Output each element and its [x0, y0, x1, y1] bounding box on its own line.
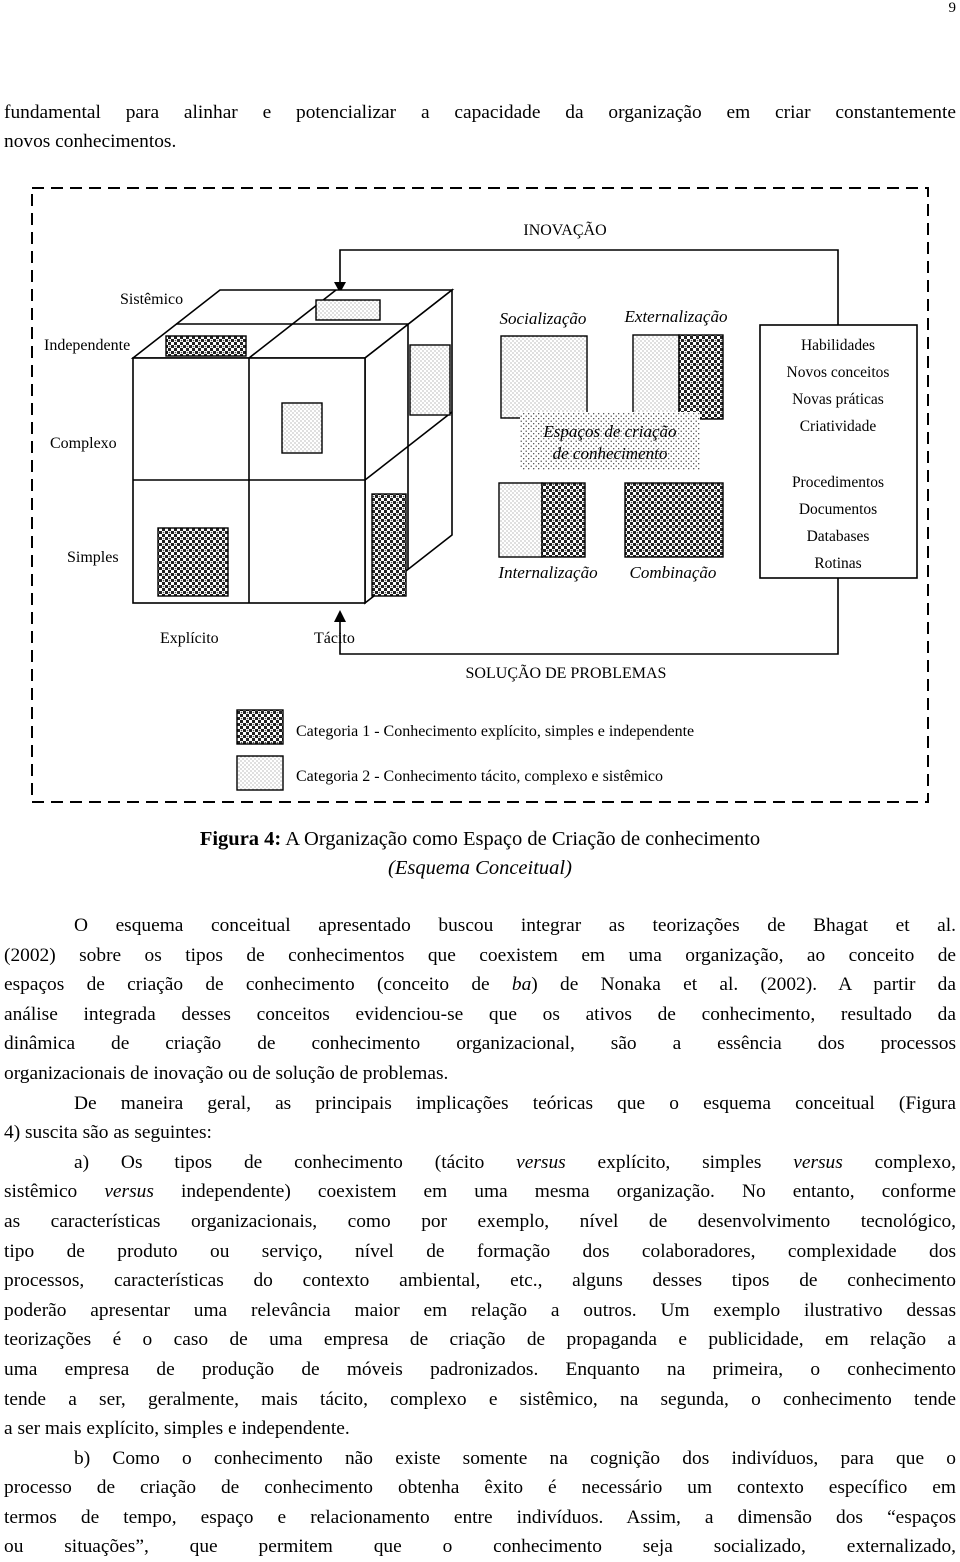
legend-swatch-light	[237, 756, 283, 790]
body-line: 4) suscita são as seguintes:	[4, 1122, 212, 1144]
outcome-item: Novas práticas	[792, 391, 884, 408]
body-line: análise integrada desses conceitos evidenciou-se que os ativos de conhecimento, resultado da	[4, 1003, 956, 1025]
figure-title-solucao: SOLUÇÃO DE PROBLEMAS	[465, 665, 667, 682]
body-line: as características organizacionais, como por exemplo, nível de desenvolvimento tecnológico,	[4, 1210, 956, 1232]
body-line: O esquema conceitual apresentado buscou integrar as teorizações de Bhagat et al.	[74, 915, 956, 936]
body-line: teorizações é o caso de uma empresa de criação de propaganda e publicidade, em relação a	[4, 1329, 956, 1351]
body-line: tipo de produto ou serviço, nível de formação dos colaboradores, complexidade dos	[4, 1240, 956, 1262]
outcome-item: Procedimentos	[791, 474, 885, 491]
outcome-item: Documentos	[798, 501, 878, 518]
body-line: tende a ser, geralmente, mais tácito, complexo e sistêmico, na segunda, o conhecimento tende	[4, 1388, 956, 1410]
body-line: a) Os tipos de conhecimento (tácito versus explícito, simples versus complexo,	[74, 1151, 956, 1173]
label-sistemico: Sistêmico	[120, 291, 184, 308]
figure-title-inovacao: INOVAÇÃO	[523, 222, 607, 239]
label-tacito: Tácito	[314, 630, 355, 647]
outcome-item: Databases	[806, 528, 870, 545]
legend-label: Categoria 1 - Conhecimento explícito, simples e independente	[296, 723, 695, 740]
body-line: uma empresa de produção de móveis padronizados. Enquanto na primeira, o conhecimento	[4, 1358, 956, 1380]
figure-caption-title: A Organização como Espaço de Criação de conhecimento	[281, 828, 761, 850]
legend-label: Categoria 2 - Conhecimento tácito, complexo e sistêmico	[296, 768, 664, 785]
label-combinacao: Combinação	[629, 563, 717, 582]
body-line: dinâmica de criação de conhecimento organizacional, são a essência dos processos	[4, 1033, 956, 1055]
body-line: ou situações”, que permitem que o conhecimento seja socializado, externalizado,	[4, 1536, 956, 1558]
body-line: sistêmico versus independente) coexistem em uma mesma organização. No entanto, conforme	[4, 1181, 956, 1203]
legend	[237, 710, 694, 790]
body-text	[4, 911, 956, 1562]
body-line: (2002) sobre os tipos de conhecimentos que coexistem em uma organização, ao conceito de	[4, 944, 956, 966]
intro-line: novos conhecimentos.	[4, 131, 177, 152]
legend-swatch-dark	[237, 710, 283, 744]
page-number: 9	[948, 0, 956, 16]
body-line: a ser mais explícito, simples e independente.	[4, 1418, 350, 1440]
label-complexo: Complexo	[50, 435, 117, 452]
outcome-item: Rotinas	[814, 555, 862, 572]
label-internalizacao: Internalização	[498, 563, 598, 582]
center-text-line2: de conhecimento	[552, 444, 668, 463]
label-simples: Simples	[67, 549, 119, 566]
figure-caption	[0, 828, 960, 851]
body-line: processo de criação de conhecimento obtenha êxito é necessário um contexto específico em	[4, 1477, 956, 1499]
body-line: processos, características do contexto ambiental, etc., alguns desses tipos de conhecimento	[4, 1270, 956, 1292]
intro-line: fundamental para alinhar e potencializar a capacidade da organização em criar constantemente	[4, 102, 956, 123]
body-line: poderão apresentar uma relevância maior em relação a outros. Um exemplo ilustrativo dessas	[4, 1299, 956, 1321]
label-explicito: Explícito	[160, 630, 219, 647]
outcome-item: Habilidades	[800, 337, 876, 354]
body-line: b) Como o conhecimento não existe somente na cognição dos indivíduos, para que o	[74, 1447, 956, 1469]
label-independente: Independente	[44, 337, 131, 354]
intro-paragraph	[4, 98, 956, 156]
body-line: termos de tempo, espaço e relacionamento entre indivíduos. Assim, a dimensão dos “espaços	[4, 1506, 956, 1528]
label-externalizacao: Externalização	[624, 307, 728, 326]
figure-caption-prefix: Figura 4:	[199, 828, 282, 850]
label-socializacao: Socialização	[499, 309, 587, 328]
body-line: espaços de criação de conhecimento (conceito de ba) de Nonaka et al. (2002). A partir da	[4, 974, 956, 996]
center-text-line1: Espaços de criação	[543, 422, 677, 441]
figure-caption-subtitle: (Esquema Conceitual)	[388, 857, 572, 879]
conceptual-figure	[0, 180, 960, 810]
body-line: De maneira geral, as principais implicações teóricas que o esquema conceitual (Figura	[74, 1092, 956, 1114]
body-line: organizacionais de inovação ou de solução de problemas.	[4, 1062, 449, 1084]
outcome-item: Novos conceitos	[786, 364, 890, 381]
outcome-item: Criatividade	[799, 418, 877, 435]
